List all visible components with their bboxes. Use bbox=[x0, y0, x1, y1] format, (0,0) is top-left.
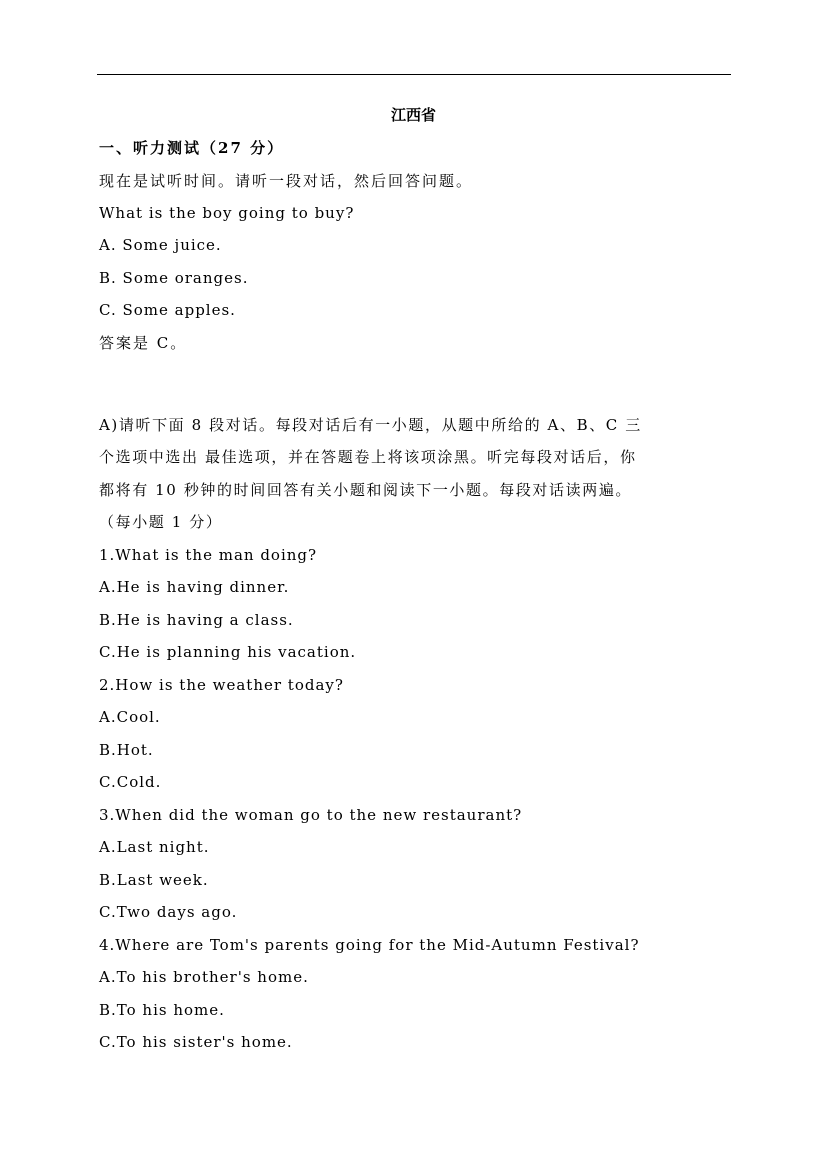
question-1-option-c: C.He is planning his vacation. bbox=[99, 643, 357, 661]
question-2-option-b: B.Hot. bbox=[99, 741, 154, 759]
question-3-option-b: B.Last week. bbox=[99, 871, 209, 889]
question-2-option-a: A.Cool. bbox=[99, 708, 161, 726]
document-title: 江西省 bbox=[390, 106, 436, 124]
question-4-option-c: C.To his sister's home. bbox=[99, 1033, 293, 1051]
question-3-stem: 3.When did the woman go to the new restaurant? bbox=[99, 806, 523, 824]
trial-option-c: C. Some apples. bbox=[99, 301, 236, 319]
part-a-instructions-line-2: 个选项中选出 最佳选项，并在答题卷上将该项涂黑。听完每段对话后，你 bbox=[99, 448, 637, 466]
question-1-option-b: B.He is having a class. bbox=[99, 611, 294, 629]
question-4-stem: 4.Where are Tom's parents going for the Mid-Autumn Festival? bbox=[99, 936, 640, 954]
question-2-option-c: C.Cold. bbox=[99, 773, 162, 791]
part-a-instructions-line-3: 都将有 10 秒钟的时间回答有关小题和阅读下一小题。每段对话读两遍。 bbox=[99, 481, 633, 499]
question-1-option-a: A.He is having dinner. bbox=[99, 578, 290, 596]
trial-question: What is the boy going to buy? bbox=[99, 204, 355, 222]
trial-intro: 现在是试听时间。请听一段对话，然后回答问题。 bbox=[99, 172, 474, 190]
trial-answer: 答案是 C。 bbox=[99, 334, 188, 352]
part-a-instructions-line-1: A)请听下面 8 段对话。每段对话后有一小题，从题中所给的 A、B、C 三 bbox=[99, 416, 642, 434]
trial-option-b: B. Some oranges. bbox=[99, 269, 249, 287]
question-4-option-b: B.To his home. bbox=[99, 1001, 225, 1019]
section-heading: 一、听力测试（27 分） bbox=[99, 139, 285, 157]
question-1-stem: 1.What is the man doing? bbox=[99, 546, 318, 564]
question-4-option-a: A.To his brother's home. bbox=[99, 968, 309, 986]
question-3-option-c: C.Two days ago. bbox=[99, 903, 238, 921]
question-3-option-a: A.Last night. bbox=[99, 838, 210, 856]
part-a-instructions-line-4: （每小题 1 分） bbox=[99, 513, 223, 531]
question-2-stem: 2.How is the weather today? bbox=[99, 676, 344, 694]
header-rule bbox=[97, 74, 731, 75]
trial-option-a: A. Some juice. bbox=[99, 236, 222, 254]
